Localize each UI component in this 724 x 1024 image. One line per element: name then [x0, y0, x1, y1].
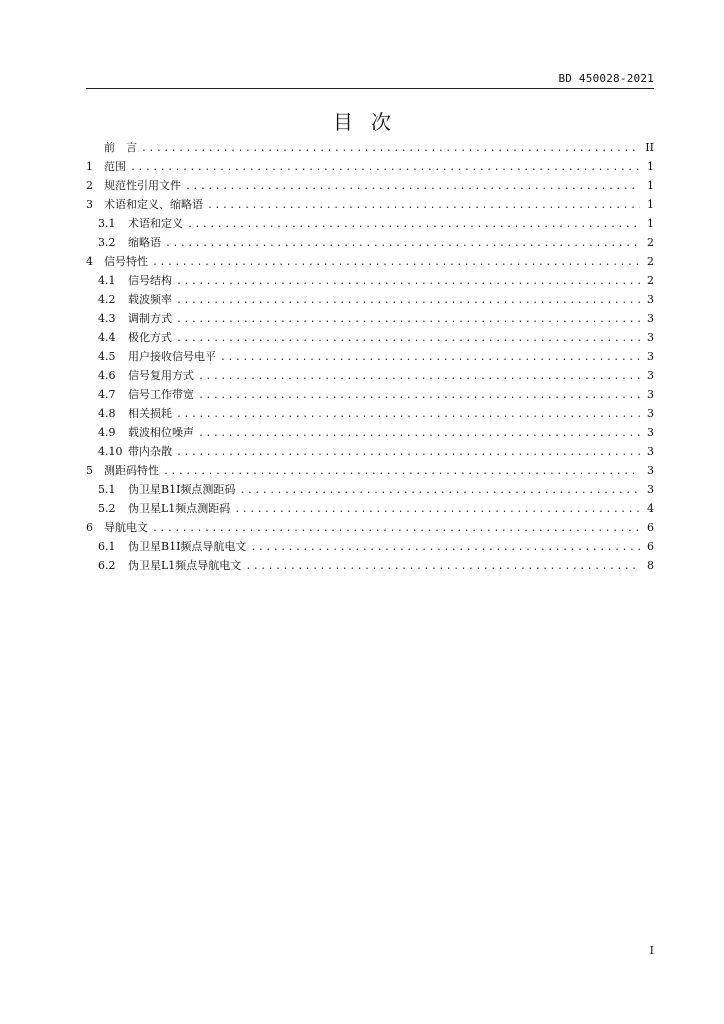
- toc-entry-6[interactable]: [86, 518, 654, 537]
- toc-entry-number: 4.3: [98, 312, 116, 325]
- toc-entry-page: 6: [647, 521, 654, 534]
- toc-entry-label: 前 言: [104, 141, 137, 154]
- toc-dot-leader: [141, 139, 639, 158]
- table-of-contents: [86, 138, 654, 575]
- toc-entry-label: 伪卫星B1I频点测距码: [128, 483, 236, 496]
- toc-entry-number: 3.1: [98, 217, 116, 230]
- toc-dot-leader: [152, 519, 640, 538]
- toc-entry-page: 3: [647, 331, 654, 344]
- toc-dot-leader: [198, 386, 640, 405]
- toc-dot-leader: [176, 310, 640, 329]
- toc-entry-page: 3: [647, 369, 654, 382]
- toc-entry-page: 3: [647, 350, 654, 363]
- toc-entry-label: 导航电文: [104, 521, 148, 534]
- toc-entry-foreword[interactable]: [86, 138, 654, 157]
- toc-entry-label: 术语和定义: [128, 217, 183, 230]
- toc-entry-label: 极化方式: [128, 331, 172, 344]
- toc-entry-5[interactable]: [86, 461, 654, 480]
- toc-entry-5-1[interactable]: [86, 480, 654, 499]
- toc-entry-page: 1: [647, 198, 654, 211]
- toc-entry-page: 2: [647, 274, 654, 287]
- toc-entry-3-2[interactable]: [86, 233, 654, 252]
- toc-entry-label: 信号结构: [128, 274, 172, 287]
- toc-entry-label: 规范性引用文件: [104, 179, 181, 192]
- toc-dot-leader: [185, 177, 640, 196]
- toc-entry-page: 3: [647, 464, 654, 477]
- toc-entry-4-8[interactable]: [86, 404, 654, 423]
- toc-dot-leader: [239, 481, 640, 500]
- toc-entry-label: 信号工作带宽: [128, 388, 194, 401]
- toc-dot-leader: [152, 253, 640, 272]
- toc-entry-4[interactable]: [86, 252, 654, 271]
- toc-entry-label: 信号复用方式: [128, 369, 194, 382]
- toc-entry-page: 1: [647, 179, 654, 192]
- toc-entry-number: 6.2: [98, 559, 116, 572]
- toc-entry-number: 4.4: [98, 331, 116, 344]
- header-rule: [86, 88, 654, 89]
- toc-entry-page: 3: [647, 407, 654, 420]
- toc-dot-leader: [250, 538, 640, 557]
- page-title: 目次: [333, 110, 409, 134]
- toc-entry-4-1[interactable]: [86, 271, 654, 290]
- toc-entry-page: 1: [647, 217, 654, 230]
- toc-entry-number: 4.9: [98, 426, 116, 439]
- toc-entry-label: 伪卫星L1频点导航电文: [128, 559, 242, 572]
- toc-entry-page: 3: [647, 312, 654, 325]
- toc-entry-number: 5.2: [98, 502, 116, 515]
- toc-entry-page: 3: [647, 445, 654, 458]
- toc-entry-label: 调制方式: [128, 312, 172, 325]
- toc-dot-leader: [187, 215, 640, 234]
- toc-entry-number: 5.1: [98, 483, 116, 496]
- toc-entry-label: 测距码特性: [104, 464, 159, 477]
- toc-entry-4-7[interactable]: [86, 385, 654, 404]
- toc-dot-leader: [176, 272, 640, 291]
- toc-entry-number: 4.10: [98, 445, 123, 458]
- toc-dot-leader: [198, 367, 640, 386]
- toc-entry-6-1[interactable]: [86, 537, 654, 556]
- toc-entry-page: 4: [647, 502, 654, 515]
- toc-dot-leader: [176, 291, 640, 310]
- toc-entry-label: 信号特性: [104, 255, 148, 268]
- toc-entry-page: 6: [647, 540, 654, 553]
- toc-entry-label: 相关损耗: [128, 407, 172, 420]
- toc-entry-number: 3: [86, 198, 93, 211]
- toc-entry-number: 4.5: [98, 350, 116, 363]
- toc-dot-leader: [165, 234, 640, 253]
- toc-entry-4-6[interactable]: [86, 366, 654, 385]
- toc-entry-4-2[interactable]: [86, 290, 654, 309]
- toc-entry-label: 用户接收信号电平: [128, 350, 216, 363]
- toc-entry-number: 4.6: [98, 369, 116, 382]
- toc-entry-number: 5: [86, 464, 93, 477]
- toc-entry-page: 2: [647, 236, 654, 249]
- toc-dot-leader: [176, 329, 640, 348]
- toc-entry-label: 载波相位噪声: [128, 426, 194, 439]
- toc-entry-number: 4.1: [98, 274, 116, 287]
- toc-entry-label: 伪卫星B1I频点导航电文: [128, 540, 247, 553]
- toc-entry-3[interactable]: [86, 195, 654, 214]
- toc-entry-label: 缩略语: [128, 236, 161, 249]
- toc-dot-leader: [130, 158, 640, 177]
- toc-entry-3-1[interactable]: [86, 214, 654, 233]
- toc-entry-page: 8: [647, 559, 654, 572]
- toc-entry-number: 3.2: [98, 236, 116, 249]
- toc-entry-number: 4.7: [98, 388, 116, 401]
- toc-entry-page: 1: [647, 160, 654, 173]
- toc-entry-6-2[interactable]: [86, 556, 654, 575]
- toc-entry-label: 伪卫星L1频点测距码: [128, 502, 231, 515]
- toc-entry-number: 4.8: [98, 407, 116, 420]
- toc-entry-2[interactable]: [86, 176, 654, 195]
- toc-entry-page: 3: [647, 483, 654, 496]
- toc-entry-page: II: [645, 141, 654, 154]
- toc-dot-leader: [207, 196, 640, 215]
- toc-entry-5-2[interactable]: [86, 499, 654, 518]
- page-number: I: [649, 944, 654, 957]
- toc-entry-page: 3: [647, 426, 654, 439]
- toc-dot-leader: [176, 405, 640, 424]
- document-code: BD 450028-2021: [558, 72, 654, 85]
- toc-entry-number: 6: [86, 521, 93, 534]
- toc-entry-label: 带内杂散: [128, 445, 172, 458]
- toc-dot-leader: [176, 443, 640, 462]
- toc-entry-4-5[interactable]: [86, 347, 654, 366]
- toc-entry-page: 3: [647, 388, 654, 401]
- toc-dot-leader: [163, 462, 640, 481]
- toc-entry-label: 术语和定义、缩略语: [104, 198, 203, 211]
- toc-entry-page: 3: [647, 293, 654, 306]
- toc-dot-leader: [245, 557, 640, 576]
- toc-entry-label: 范围: [104, 160, 126, 173]
- toc-dot-leader: [198, 424, 640, 443]
- toc-entry-4-3[interactable]: [86, 309, 654, 328]
- toc-entry-number: 4.2: [98, 293, 116, 306]
- toc-entry-1[interactable]: [86, 157, 654, 176]
- toc-entry-number: 1: [86, 160, 93, 173]
- toc-entry-4-10[interactable]: [86, 442, 654, 461]
- toc-entry-label: 载波频率: [128, 293, 172, 306]
- toc-entry-4-4[interactable]: [86, 328, 654, 347]
- toc-dot-leader: [220, 348, 640, 367]
- toc-dot-leader: [234, 500, 640, 519]
- toc-entry-4-9[interactable]: [86, 423, 654, 442]
- toc-entry-number: 4: [86, 255, 93, 268]
- toc-entry-number: 6.1: [98, 540, 116, 553]
- toc-entry-page: 2: [647, 255, 654, 268]
- toc-entry-number: 2: [86, 179, 93, 192]
